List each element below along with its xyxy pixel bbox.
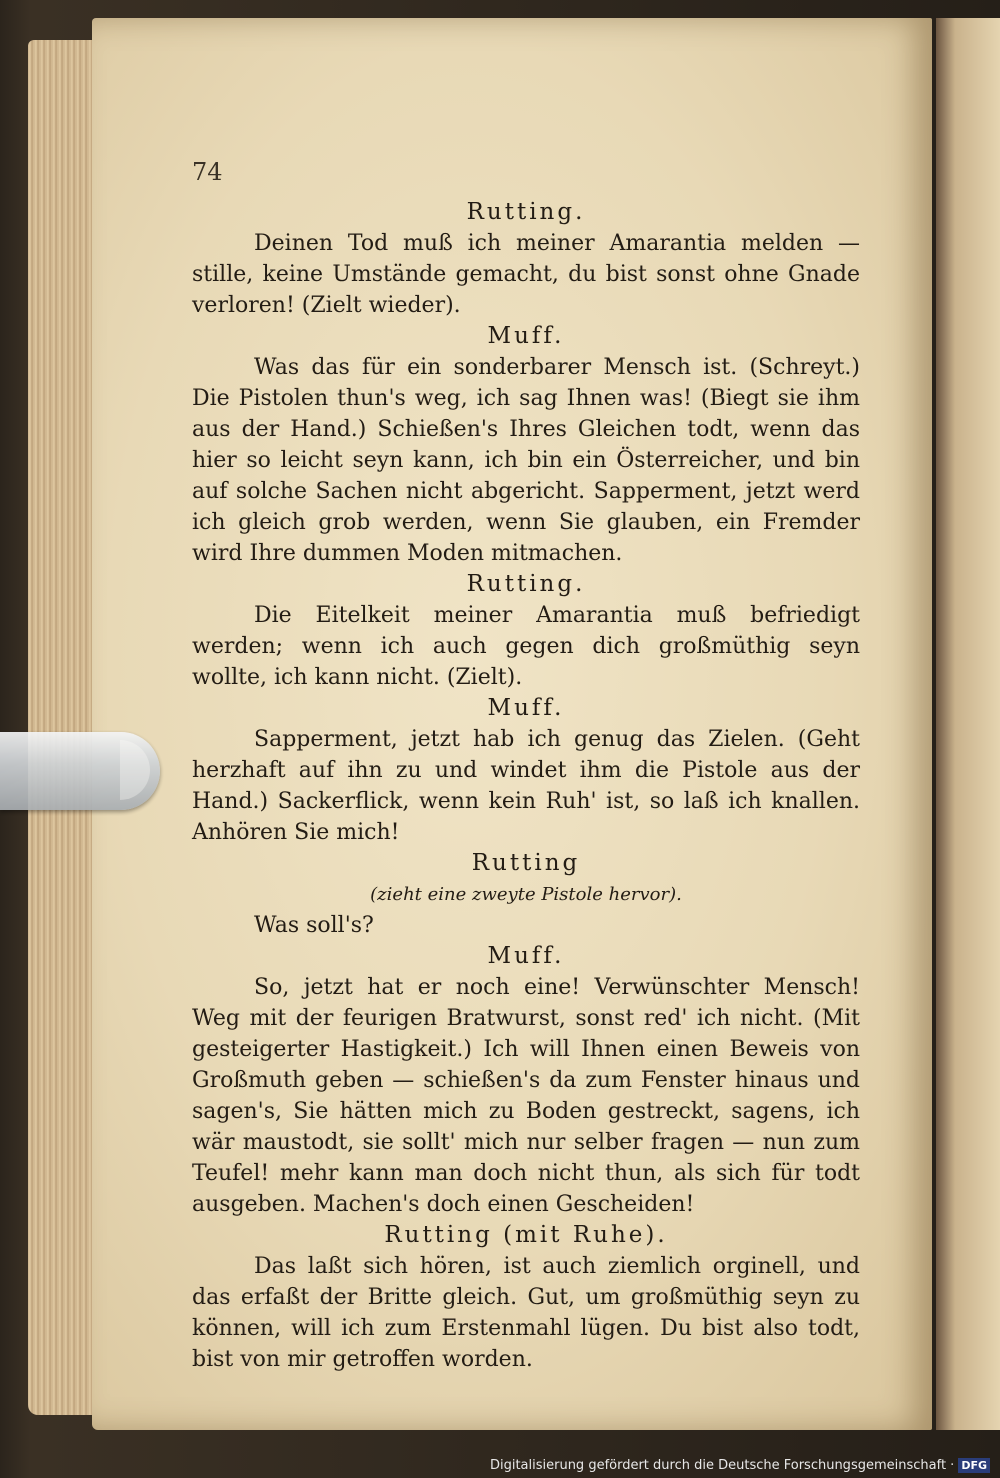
speaker-name: Rutting [471,850,581,876]
speaker-name: Muff. [487,323,565,349]
footer [490,1454,990,1476]
dialogue-paragraph: Deinen Tod muß ich meiner Amarantia melden — stille, keine Umstände gemacht, du bist sonst ohne Gnade verloren! (Zielt wieder). [192,231,860,318]
page-text [192,197,860,1375]
dialogue-paragraph: Was das für ein sonderbarer Mensch ist. (Schreyt.) Die Pistolen thun's weg, ich sag Ihnen was! (Biegt sie ihm aus der Hand.) Schießen's Ihres Gleichen todt, wenn das hier so leicht seyn kann, ich bin ein Österreicher, und bin auf solche Sachen nicht abgericht. Sapperment, jetzt werd ich gleich grob werden, wenn Sie glauben, ein Fremder wird Ihre dummen Moden mitmachen. [192,355,860,566]
dialogue-paragraph: Sapperment, jetzt hab ich genug das Zielen. (Geht herzhaft auf ihn zu und windet ihm die Pistole aus der Hand.) Sackerflick, wenn kein Ruh' ist, so laß ich knallen. Anhören Sie mich! [192,727,860,845]
page-number: 74 [192,158,223,186]
dialogue-paragraph: Die Eitelkeit meiner Amarantia muß befriedigt werden; wenn ich auch gegen dich großmüthig seyn wollte, ich kann nicht. (Zielt). [192,603,860,690]
speaker-name: Muff. [487,695,565,721]
footer-credit: Digitalisierung gefördert durch die Deutsche Forschungsgemeinschaft · [489,1457,955,1473]
dialogue-paragraph: So, jetzt hat er noch eine! Verwünschter Mensch! Weg mit der feurigen Bratwurst, sonst red' ich nicht. (Mit gesteigerter Hastigkeit.) Ich will Ihnen einen Beweis von Großmuth geben — schießen's da zum Fenster hinaus und sagen's, Sie hätten mich zu Boden gestreckt, sagens, ich wär maustodt, sie sollt' mich nur selber fragen — nun zum Teufel! mehr kann man doch nicht thun, als sich für todt ausgeben. Machen's doch einen Gescheiden! [192,975,860,1217]
dialogue-paragraph: Was soll's? [254,913,374,938]
stage-direction: (zieht eine zweyte Pistole hervor). [370,884,682,905]
speaker-name: Rutting. [466,199,586,225]
metal-clip [0,732,160,810]
dfg-logo: DFG [958,1458,990,1473]
facing-page-edge [936,18,1000,1430]
speaker-name: Rutting (mit Ruhe). [384,1222,668,1248]
speaker-name: Rutting. [466,571,586,597]
speaker-name: Muff. [487,943,565,969]
dialogue-paragraph: Das laßt sich hören, ist auch ziemlich orginell, und das erfaßt der Britte gleich. Gut, um großmüthig seyn zu können, will ich zum Erstenmahl lügen. Du bist also todt, bist von mir getroffen worden. [192,1254,860,1372]
